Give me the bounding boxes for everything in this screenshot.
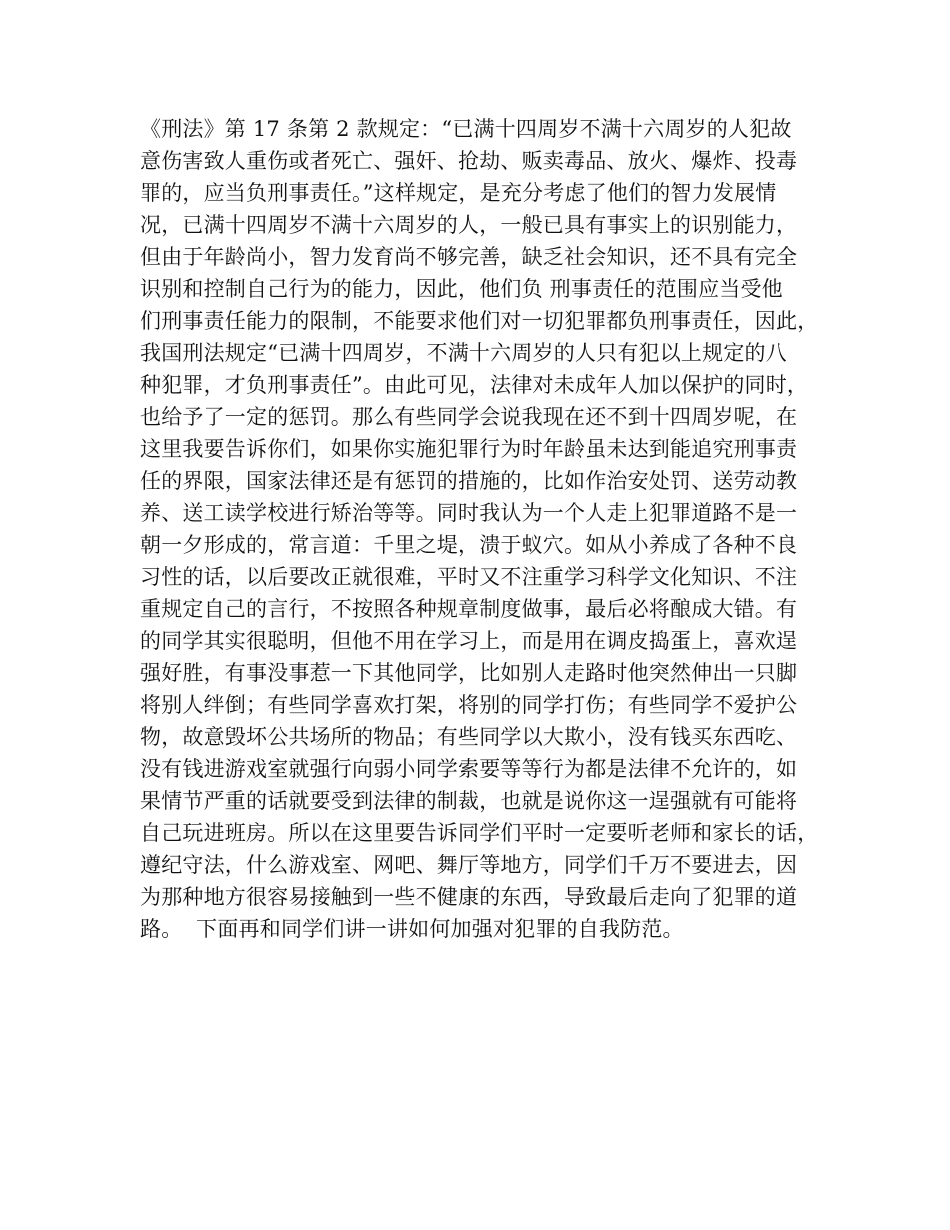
text-line: 但由于年龄尚小，智力发育尚不够完善，缺乏社会知识，还不具有完全 (140, 245, 798, 269)
text-line: 自己玩进班房。所以在这里要告诉同学们平时一定要听老师和家长的话， (140, 821, 819, 845)
text-line: 也给予了一定的惩罚。那么有些同学会说我现在还不到十四周岁呢，在 (140, 405, 798, 429)
text-line: 我国刑法规定“已满十四周岁，不满十六周岁的人只有犯以上规定的八 (140, 341, 787, 365)
text-line: 将别人绊倒；有些同学喜欢打架，将别的同学打伤；有些同学不爱护公 (140, 693, 798, 717)
text-line: 重规定自己的言行，不按照各种规章制度做事，最后必将酿成大错。有 (140, 597, 798, 621)
text-line: 为那种地方很容易接触到一些不健康的东西，导致最后走向了犯罪的道 (140, 885, 798, 909)
text-line: 没有钱进游戏室就强行向弱小同学索要等等行为都是法律不允许的，如 (140, 757, 798, 781)
text-line: 强好胜，有事没事惹一下其他同学，比如别人走路时他突然伸出一只脚 (140, 661, 798, 685)
text-line: 习性的话，以后要改正就很难，平时又不注重学习科学文化知识、不注 (140, 565, 798, 589)
text-line: 意伤害致人重伤或者死亡、强奸、抢劫、贩卖毒品、放火、爆炸、投毒 (140, 149, 798, 173)
text-line: 的同学其实很聪明，但他不用在学习上，而是用在调皮捣蛋上，喜欢逞 (140, 629, 798, 653)
text-line: 物，故意毁坏公共场所的物品；有些同学以大欺小，没有钱买东西吃、 (140, 725, 798, 749)
body-paragraph (140, 113, 830, 945)
text-line: 罪的，应当负刑事责任。”这样规定，是充分考虑了他们的智力发展情 (140, 181, 777, 205)
text-line: 遵纪守法，什么游戏室、网吧、舞厅等地方，同学们千万不要进去，因 (140, 853, 798, 877)
text-line: 《刑法》第 17 条第 2 款规定：“已满十四周岁不满十六周岁的人犯故 (140, 117, 792, 141)
text-line: 朝一夕形成的，常言道：千里之堤，溃于蚁穴。如从小养成了各种不良 (140, 533, 798, 557)
text-line: 种犯罪，才负刑事责任”。由此可见，法律对未成年人加以保护的同时， (140, 373, 809, 397)
text-line: 果情节严重的话就要受到法律的制裁，也就是说你这一逞强就有可能将 (140, 789, 798, 813)
text-line: 们刑事责任能力的限制，不能要求他们对一切犯罪都负刑事责任，因此， (140, 309, 819, 333)
text-line: 识别和控制自己行为的能力，因此，他们负 刑事责任的范围应当受他 (140, 277, 783, 301)
text-line: 任的界限，国家法律还是有惩罚的措施的，比如作治安处罚、送劳动教 (140, 469, 798, 493)
text-line: 养、送工读学校进行矫治等等。同时我认为一个人走上犯罪道路不是一 (140, 501, 798, 525)
text-line: 这里我要告诉你们，如果你实施犯罪行为时年龄虽未达到能追究刑事责 (140, 437, 798, 461)
text-line: 路。 下面再和同学们讲一讲如何加强对犯罪的自我防范。 (140, 917, 684, 941)
text-line: 况，已满十四周岁不满十六周岁的人，一般已具有事实上的识别能力， (140, 213, 798, 237)
